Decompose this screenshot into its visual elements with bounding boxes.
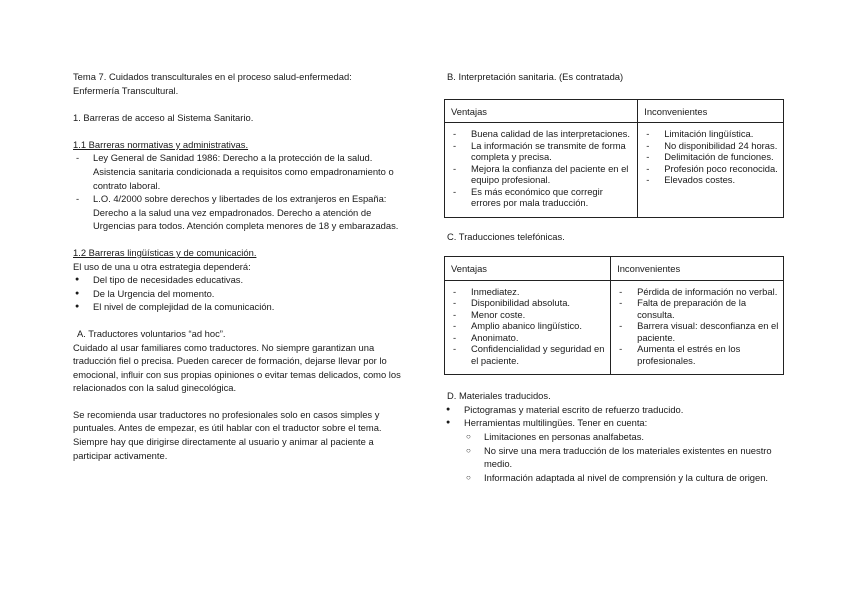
subsection-heading-ad-hoc: A. Traductores voluntarios “ad hoc”. [77,327,226,339]
list-item: - Delimitación de funciones. [642,151,779,163]
list-item: - Anonimato. [449,332,606,344]
list-item: ○ No sirve una mera traducción de los materiales existentes en nuestro medio. [444,444,784,471]
list-item: - Ley General de Sanidad 1986: Derecho a la protección de la salud. Asistencia sanitaria condicionada a requisitos como empadronamiento o contrato laboral. [73,151,408,192]
paragraph: El uso de una u otra estrategia dependerá: [73,260,251,272]
list-item: - Es más económico que corregir errores por mala traducción. [449,186,633,209]
list-item: ○ Limitaciones en personas analfabetas. [444,430,784,444]
list-item: ● Pictogramas y material escrito de refuerzo traducido. [444,403,784,417]
list-item: - Confidencialidad y seguridad en el paciente. [449,343,606,366]
list-item: - No disponibilidad 24 horas. [642,140,779,152]
materials-sublist [444,430,784,484]
list-item: - Elevados costes. [642,174,779,186]
list-item: - La información se transmite de forma completa y precisa. [449,140,633,163]
left-column [73,70,408,462]
list-item: - Mejora la confianza del paciente en el equipo profesional. [449,163,633,186]
table-header: Inconvenientes [611,257,784,281]
table-cell [445,280,611,375]
list-item: - Inmediatez. [449,286,606,298]
list-item: - Profesión poco reconocida. [642,163,779,175]
list-item: - Buena calidad de las interpretaciones. [449,128,633,140]
list-item: - Pérdida de información no verbal. [615,286,779,298]
paragraph: Cuidado al usar familiares como traductores. No siempre garantizan una traducción fiel o precisa. Pueden carecer de formación, dejarse llevar por lo emocional, influir con sus propias opiniones o evitar temas delicados, como los relacionados con la salud ginecológica. [73,341,401,394]
telephone-table [444,256,784,375]
list-item: ○ Información adaptada al nivel de comprensión y la cultura de origen. [444,471,784,485]
list-item: ● El nivel de complejidad de la comunicación. [73,300,408,314]
list-item: - Falta de preparación de la consulta. [615,297,779,320]
table-cell [611,280,784,375]
section-heading-b: B. Interpretación sanitaria. (Es contratada) [447,71,624,82]
normativas-list [73,151,408,233]
list-item: - Menor coste. [449,309,606,321]
table-header: Ventajas [445,99,638,123]
list-item: ● De la Urgencia del momento. [73,287,408,301]
table-header: Inconvenientes [638,99,784,123]
section-heading-c: C. Traducciones telefónicas. [447,230,565,242]
list-item: - Disponibilidad absoluta. [449,297,606,309]
list-item: - Barrera visual: desconfianza en el paciente. [615,320,779,343]
list-item: - Aumenta el estrés en los profesionales. [615,343,779,366]
table-cell [445,123,638,218]
section-heading-d: D. Materiales traducidos. [447,390,551,402]
interpretation-table [444,99,784,218]
subsection-heading-normativas: 1.1 Barreras normativas y administrativas. [73,138,249,150]
list-item: - Amplio abanico lingüístico. [449,320,606,332]
subsection-heading-linguisticas: 1.2 Barreras lingüísticas y de comunicación. [73,246,257,258]
document-title: Tema 7. Cuidados transculturales en el proceso salud-enfermedad: [73,71,352,82]
document-subtitle: Enfermería Transcultural. [73,84,179,96]
table-cell [638,123,784,218]
list-item: ● Herramientas multilingües. Tener en cuenta: [444,416,784,430]
paragraph: Se recomienda usar traductores no profesionales solo en casos simples y puntuales. Antes de empezar, es útil hablar con el traductor sobre el tema. Siempre hay que dirigirse directamente al usuario y animar al paciente a participar activamente. [73,408,382,461]
list-item: - Limitación lingüística. [642,128,779,140]
table-header: Ventajas [445,257,611,281]
list-item: ● Del tipo de necesidades educativas. [73,273,408,287]
strategy-list [73,273,408,314]
right-column [444,70,784,484]
section-heading: 1. Barreras de acceso al Sistema Sanitario. [73,112,254,124]
materials-list [444,403,784,430]
list-item: - L.O. 4/2000 sobre derechos y libertades de los extranjeros en España: Derecho a la salud una vez empadronados. Derecho a atención de Urgencias para todos. Atención completa menores de 18 y embarazadas. [73,192,408,233]
